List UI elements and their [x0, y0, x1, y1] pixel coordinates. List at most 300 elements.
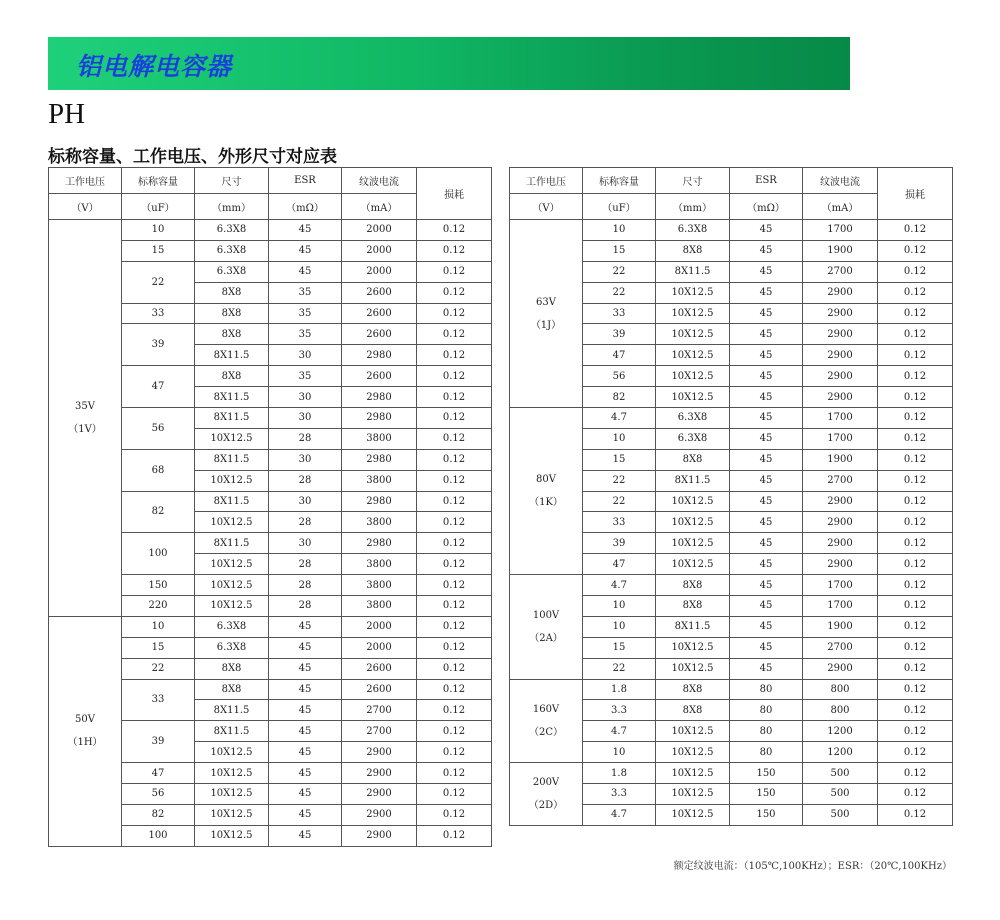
loss-cell: 0.12 [878, 679, 953, 700]
column-unit: （mA） [342, 194, 417, 220]
capacitance-cell: 1.8 [583, 679, 656, 700]
spec-table-right [509, 167, 953, 826]
voltage-code: （2A） [529, 632, 563, 644]
capacitance-cell: 100 [122, 533, 195, 575]
size-cell: 10X12.5 [656, 387, 730, 408]
size-cell: 10X12.5 [195, 596, 269, 617]
loss-cell: 0.12 [417, 240, 492, 261]
table-row [510, 679, 953, 700]
column-unit: （V） [49, 194, 122, 220]
size-cell: 10X12.5 [656, 533, 730, 554]
loss-cell: 0.12 [878, 387, 953, 408]
capacitance-cell: 82 [122, 804, 195, 825]
voltage-cell [510, 408, 583, 575]
loss-cell: 0.12 [878, 700, 953, 721]
loss-cell: 0.12 [417, 637, 492, 658]
esr-cell: 45 [730, 240, 803, 261]
size-cell: 10X12.5 [195, 742, 269, 763]
loss-cell: 0.12 [878, 470, 953, 491]
loss-cell: 0.12 [417, 679, 492, 700]
loss-cell: 0.12 [417, 387, 492, 408]
size-cell: 6.3X8 [195, 220, 269, 241]
ripple-current-cell: 800 [803, 700, 878, 721]
esr-cell: 45 [730, 428, 803, 449]
size-cell: 10X12.5 [195, 784, 269, 805]
esr-cell: 35 [269, 303, 342, 324]
column-header: 损耗 [417, 168, 492, 220]
ripple-current-cell: 2700 [803, 470, 878, 491]
ripple-current-cell: 1900 [803, 616, 878, 637]
esr-cell: 45 [730, 533, 803, 554]
size-cell: 8X8 [195, 282, 269, 303]
footnote: 额定纹波电流：（105℃,100KHz）；ESR：（20℃,100KHz） [673, 861, 952, 872]
loss-cell: 0.12 [878, 324, 953, 345]
size-cell: 10X12.5 [195, 554, 269, 575]
size-cell: 10X12.5 [656, 742, 730, 763]
esr-cell: 45 [269, 658, 342, 679]
esr-cell: 45 [269, 261, 342, 282]
loss-cell: 0.12 [417, 366, 492, 387]
size-cell: 8X11.5 [195, 533, 269, 554]
capacitance-cell: 39 [583, 324, 656, 345]
column-header: 标称容量 [583, 168, 656, 194]
loss-cell: 0.12 [878, 763, 953, 784]
size-cell: 10X12.5 [195, 825, 269, 846]
size-cell: 6.3X8 [656, 428, 730, 449]
ripple-current-cell: 500 [803, 784, 878, 805]
voltage-code: （2D） [528, 799, 564, 811]
loss-cell: 0.12 [417, 261, 492, 282]
size-cell: 8X11.5 [656, 616, 730, 637]
loss-cell: 0.12 [417, 825, 492, 846]
column-unit: （mΩ） [730, 194, 803, 220]
ripple-current-cell: 2900 [803, 345, 878, 366]
esr-cell: 30 [269, 387, 342, 408]
ripple-current-cell: 2900 [342, 804, 417, 825]
size-cell: 10X12.5 [656, 282, 730, 303]
ripple-current-cell: 1700 [803, 596, 878, 617]
loss-cell: 0.12 [417, 282, 492, 303]
esr-cell: 28 [269, 575, 342, 596]
esr-cell: 45 [730, 554, 803, 575]
size-cell: 10X12.5 [195, 470, 269, 491]
voltage-cell [49, 220, 122, 617]
esr-cell: 28 [269, 428, 342, 449]
capacitance-cell: 22 [583, 282, 656, 303]
loss-cell: 0.12 [417, 596, 492, 617]
capacitance-cell: 15 [122, 240, 195, 261]
capacitance-cell: 220 [122, 596, 195, 617]
voltage-value: 50V [75, 714, 95, 726]
voltage-cell [510, 220, 583, 408]
size-cell: 10X12.5 [656, 721, 730, 742]
loss-cell: 0.12 [417, 742, 492, 763]
ripple-current-cell: 2900 [342, 825, 417, 846]
capacitance-cell: 15 [583, 449, 656, 470]
esr-cell: 150 [730, 804, 803, 825]
loss-cell: 0.12 [878, 596, 953, 617]
esr-cell: 45 [269, 240, 342, 261]
loss-cell: 0.12 [878, 220, 953, 241]
ripple-current-cell: 1700 [803, 408, 878, 429]
esr-cell: 80 [730, 700, 803, 721]
loss-cell: 0.12 [878, 575, 953, 596]
voltage-code: （1V） [68, 423, 102, 435]
capacitance-cell: 56 [583, 366, 656, 387]
ripple-current-cell: 800 [803, 679, 878, 700]
esr-cell: 45 [730, 303, 803, 324]
column-header: 纹波电流 [342, 168, 417, 194]
capacitance-cell: 10 [583, 220, 656, 241]
size-cell: 8X8 [656, 679, 730, 700]
ripple-current-cell: 3800 [342, 554, 417, 575]
product-category-title: 铝电解电容器 [76, 52, 233, 81]
size-cell: 10X12.5 [656, 784, 730, 805]
table-row [510, 575, 953, 596]
loss-cell: 0.12 [417, 345, 492, 366]
ripple-current-cell: 1200 [803, 742, 878, 763]
ripple-current-cell: 2900 [803, 282, 878, 303]
loss-cell: 0.12 [878, 512, 953, 533]
voltage-cell [49, 616, 122, 846]
esr-cell: 45 [269, 679, 342, 700]
size-cell: 10X12.5 [656, 491, 730, 512]
size-cell: 6.3X8 [195, 240, 269, 261]
ripple-current-cell: 3800 [342, 575, 417, 596]
voltage-cell [510, 763, 583, 826]
size-cell: 10X12.5 [656, 637, 730, 658]
size-cell: 10X12.5 [656, 324, 730, 345]
capacitance-cell: 47 [122, 763, 195, 784]
ripple-current-cell: 2700 [342, 721, 417, 742]
size-cell: 8X8 [195, 658, 269, 679]
ripple-current-cell: 2980 [342, 345, 417, 366]
size-cell: 6.3X8 [656, 408, 730, 429]
ripple-current-cell: 2900 [803, 512, 878, 533]
size-cell: 10X12.5 [656, 554, 730, 575]
ripple-current-cell: 2900 [803, 366, 878, 387]
capacitance-cell: 22 [583, 491, 656, 512]
esr-cell: 45 [730, 220, 803, 241]
table-row [49, 220, 492, 241]
capacitance-cell: 47 [583, 345, 656, 366]
size-cell: 8X11.5 [195, 491, 269, 512]
loss-cell: 0.12 [878, 658, 953, 679]
loss-cell: 0.12 [417, 804, 492, 825]
voltage-code: （2C） [528, 726, 563, 738]
ripple-current-cell: 2700 [803, 637, 878, 658]
capacitance-cell: 33 [583, 303, 656, 324]
size-cell: 8X11.5 [195, 345, 269, 366]
voltage-cell [510, 575, 583, 679]
ripple-current-cell: 2980 [342, 533, 417, 554]
capacitance-cell: 10 [122, 616, 195, 637]
esr-cell: 45 [730, 470, 803, 491]
esr-cell: 45 [730, 596, 803, 617]
capacitance-cell: 22 [583, 261, 656, 282]
capacitance-cell: 10 [583, 742, 656, 763]
capacitance-cell: 4.7 [583, 575, 656, 596]
ripple-current-cell: 2000 [342, 220, 417, 241]
loss-cell: 0.12 [417, 470, 492, 491]
capacitance-cell: 47 [583, 554, 656, 575]
ripple-current-cell: 2900 [342, 763, 417, 784]
capacitance-cell: 1.8 [583, 763, 656, 784]
esr-cell: 45 [730, 408, 803, 429]
loss-cell: 0.12 [878, 721, 953, 742]
ripple-current-cell: 1200 [803, 721, 878, 742]
esr-cell: 80 [730, 679, 803, 700]
column-header: 损耗 [878, 168, 953, 220]
loss-cell: 0.12 [878, 742, 953, 763]
loss-cell: 0.12 [878, 533, 953, 554]
capacitance-cell: 56 [122, 408, 195, 450]
esr-cell: 45 [269, 763, 342, 784]
loss-cell: 0.12 [417, 700, 492, 721]
section-title: 标称容量、工作电压、外形尺寸对应表 [48, 147, 337, 167]
size-cell: 8X8 [195, 324, 269, 345]
ripple-current-cell: 3800 [342, 470, 417, 491]
esr-cell: 45 [730, 449, 803, 470]
loss-cell: 0.12 [878, 408, 953, 429]
loss-cell: 0.12 [878, 616, 953, 637]
loss-cell: 0.12 [417, 324, 492, 345]
size-cell: 6.3X8 [656, 220, 730, 241]
column-unit: （mm） [195, 194, 269, 220]
table-row [49, 616, 492, 637]
size-cell: 8X11.5 [656, 261, 730, 282]
capacitance-cell: 15 [583, 240, 656, 261]
size-cell: 8X8 [656, 449, 730, 470]
ripple-current-cell: 2000 [342, 616, 417, 637]
capacitance-cell: 4.7 [583, 408, 656, 429]
column-header: 尺寸 [656, 168, 730, 194]
esr-cell: 45 [730, 575, 803, 596]
loss-cell: 0.12 [417, 220, 492, 241]
ripple-current-cell: 1700 [803, 575, 878, 596]
esr-cell: 45 [730, 387, 803, 408]
esr-cell: 45 [269, 742, 342, 763]
size-cell: 8X11.5 [195, 449, 269, 470]
loss-cell: 0.12 [878, 804, 953, 825]
ripple-current-cell: 2900 [803, 658, 878, 679]
esr-cell: 30 [269, 491, 342, 512]
esr-cell: 28 [269, 596, 342, 617]
ripple-current-cell: 2600 [342, 366, 417, 387]
voltage-code: （1J） [530, 319, 562, 331]
column-unit: （uF） [122, 194, 195, 220]
capacitance-cell: 39 [122, 324, 195, 366]
ripple-current-cell: 2980 [342, 491, 417, 512]
voltage-value: 100V [532, 609, 560, 621]
capacitance-cell: 15 [122, 637, 195, 658]
capacitance-cell: 10 [122, 220, 195, 241]
capacitance-cell: 4.7 [583, 721, 656, 742]
ripple-current-cell: 1900 [803, 449, 878, 470]
esr-cell: 45 [730, 616, 803, 637]
loss-cell: 0.12 [878, 428, 953, 449]
loss-cell: 0.12 [878, 637, 953, 658]
ripple-current-cell: 2980 [342, 408, 417, 429]
capacitance-cell: 82 [122, 491, 195, 533]
ripple-current-cell: 3800 [342, 596, 417, 617]
ripple-current-cell: 3800 [342, 512, 417, 533]
capacitance-cell: 3.3 [583, 784, 656, 805]
size-cell: 8X8 [656, 700, 730, 721]
capacitance-cell: 4.7 [583, 804, 656, 825]
loss-cell: 0.12 [417, 533, 492, 554]
loss-cell: 0.12 [878, 554, 953, 575]
ripple-current-cell: 2900 [803, 303, 878, 324]
loss-cell: 0.12 [878, 491, 953, 512]
size-cell: 8X8 [656, 240, 730, 261]
voltage-cell [510, 679, 583, 763]
ripple-current-cell: 2600 [342, 658, 417, 679]
size-cell: 8X11.5 [195, 408, 269, 429]
size-cell: 10X12.5 [195, 763, 269, 784]
ripple-current-cell: 1700 [803, 220, 878, 241]
capacitance-cell: 150 [122, 575, 195, 596]
size-cell: 10X12.5 [195, 804, 269, 825]
size-cell: 8X11.5 [195, 387, 269, 408]
capacitance-cell: 56 [122, 784, 195, 805]
loss-cell: 0.12 [417, 784, 492, 805]
ripple-current-cell: 2900 [342, 742, 417, 763]
esr-cell: 30 [269, 449, 342, 470]
table-header-row [510, 168, 953, 194]
capacitance-cell: 22 [122, 261, 195, 303]
esr-cell: 45 [269, 784, 342, 805]
column-header: 工作电压 [510, 168, 583, 194]
loss-cell: 0.12 [878, 366, 953, 387]
table-row [510, 408, 953, 429]
esr-cell: 45 [730, 491, 803, 512]
size-cell: 10X12.5 [656, 763, 730, 784]
capacitance-cell: 39 [122, 721, 195, 763]
size-cell: 10X12.5 [656, 512, 730, 533]
esr-cell: 30 [269, 345, 342, 366]
ripple-current-cell: 2600 [342, 303, 417, 324]
size-cell: 8X8 [195, 366, 269, 387]
loss-cell: 0.12 [417, 721, 492, 742]
loss-cell: 0.12 [417, 658, 492, 679]
esr-cell: 45 [730, 658, 803, 679]
loss-cell: 0.12 [417, 616, 492, 637]
ripple-current-cell: 2900 [803, 491, 878, 512]
esr-cell: 45 [269, 825, 342, 846]
size-cell: 8X11.5 [195, 700, 269, 721]
loss-cell: 0.12 [417, 428, 492, 449]
ripple-current-cell: 2000 [342, 240, 417, 261]
size-cell: 8X11.5 [195, 721, 269, 742]
esr-cell: 30 [269, 533, 342, 554]
ripple-current-cell: 2900 [342, 784, 417, 805]
column-unit: （V） [510, 194, 583, 220]
esr-cell: 28 [269, 470, 342, 491]
loss-cell: 0.12 [417, 303, 492, 324]
ripple-current-cell: 500 [803, 763, 878, 784]
size-cell: 10X12.5 [656, 303, 730, 324]
esr-cell: 45 [730, 637, 803, 658]
esr-cell: 30 [269, 408, 342, 429]
ripple-current-cell: 2900 [803, 324, 878, 345]
capacitance-cell: 22 [583, 658, 656, 679]
esr-cell: 45 [269, 804, 342, 825]
capacitance-cell: 82 [583, 387, 656, 408]
loss-cell: 0.12 [417, 491, 492, 512]
capacitance-cell: 15 [583, 637, 656, 658]
ripple-current-cell: 2700 [803, 261, 878, 282]
capacitance-cell: 10 [583, 428, 656, 449]
capacitance-cell: 39 [583, 533, 656, 554]
loss-cell: 0.12 [878, 449, 953, 470]
loss-cell: 0.12 [878, 303, 953, 324]
ripple-current-cell: 2980 [342, 387, 417, 408]
size-cell: 10X12.5 [656, 345, 730, 366]
loss-cell: 0.12 [417, 408, 492, 429]
esr-cell: 45 [730, 261, 803, 282]
voltage-code: （1H） [67, 737, 103, 749]
voltage-value: 160V [532, 703, 560, 715]
capacitance-cell: 33 [122, 303, 195, 324]
capacitance-cell: 22 [583, 470, 656, 491]
esr-cell: 45 [730, 512, 803, 533]
voltage-code: （1K） [529, 497, 563, 509]
column-unit: （uF） [583, 194, 656, 220]
size-cell: 10X12.5 [656, 804, 730, 825]
column-unit: （mm） [656, 194, 730, 220]
esr-cell: 45 [730, 282, 803, 303]
loss-cell: 0.12 [417, 575, 492, 596]
capacitance-cell: 10 [583, 596, 656, 617]
column-header: ESR [269, 168, 342, 194]
capacitance-cell: 33 [122, 679, 195, 721]
size-cell: 6.3X8 [195, 637, 269, 658]
column-header: 尺寸 [195, 168, 269, 194]
loss-cell: 0.12 [417, 763, 492, 784]
esr-cell: 28 [269, 554, 342, 575]
voltage-value: 200V [532, 776, 560, 788]
ripple-current-cell: 2900 [803, 533, 878, 554]
esr-cell: 80 [730, 721, 803, 742]
esr-cell: 28 [269, 512, 342, 533]
table-header-row [49, 168, 492, 194]
loss-cell: 0.12 [878, 282, 953, 303]
esr-cell: 45 [269, 637, 342, 658]
esr-cell: 35 [269, 324, 342, 345]
esr-cell: 45 [269, 616, 342, 637]
size-cell: 8X8 [195, 679, 269, 700]
ripple-current-cell: 2000 [342, 261, 417, 282]
loss-cell: 0.12 [878, 345, 953, 366]
column-header: 纹波电流 [803, 168, 878, 194]
ripple-current-cell: 2600 [342, 282, 417, 303]
size-cell: 10X12.5 [195, 512, 269, 533]
voltage-value: 35V [75, 400, 95, 412]
size-cell: 8X11.5 [656, 470, 730, 491]
size-cell: 8X8 [656, 575, 730, 596]
size-cell: 6.3X8 [195, 616, 269, 637]
column-unit: （mΩ） [269, 194, 342, 220]
esr-cell: 45 [269, 721, 342, 742]
ripple-current-cell: 3800 [342, 428, 417, 449]
size-cell: 10X12.5 [195, 575, 269, 596]
esr-cell: 150 [730, 763, 803, 784]
loss-cell: 0.12 [417, 554, 492, 575]
header-banner [48, 37, 850, 90]
ripple-current-cell: 2900 [803, 387, 878, 408]
esr-cell: 45 [269, 220, 342, 241]
